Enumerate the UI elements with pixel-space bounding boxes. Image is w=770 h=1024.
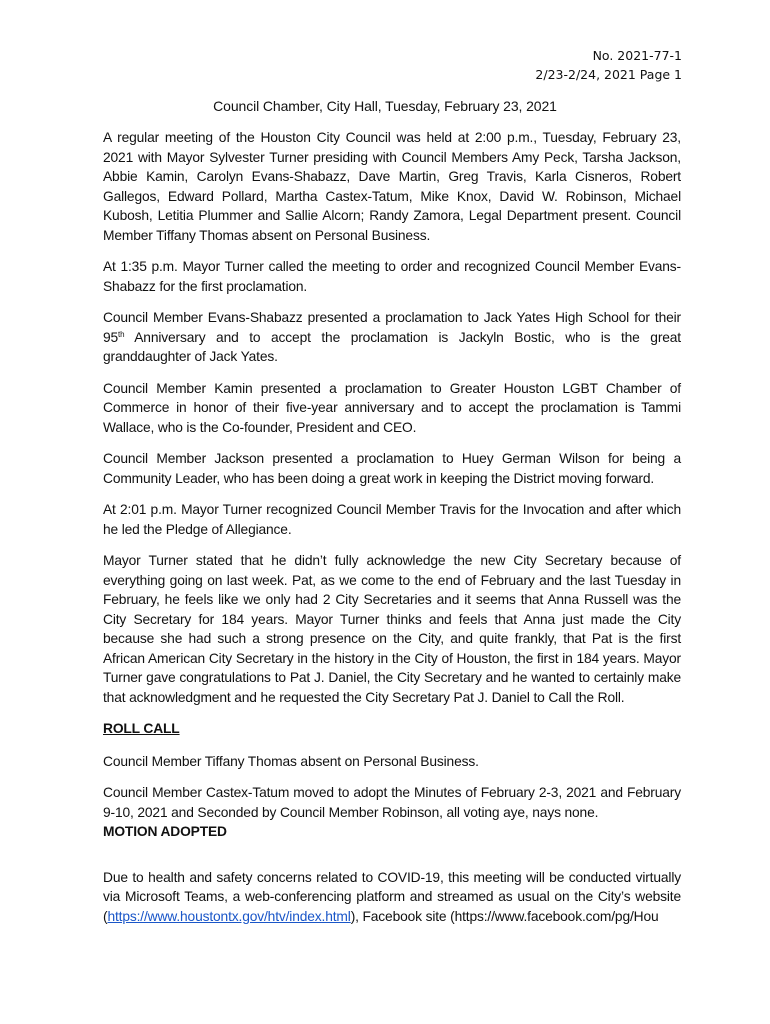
- covid-notice-text-start: Due to health and safety concerns related to COVID-19, this meeting will be conducted virtually via Microsoft Teams, a web-conferencing platform and streamed as usual on the City’s website (: [103, 869, 681, 924]
- proclamation-yates-paragraph: [103, 308, 681, 367]
- call-to-order-paragraph: At 1:35 p.m. Mayor Turner called the meeting to order and recognized Council Member Evans-Shabazz for the first proclamation.: [103, 259, 681, 294]
- page-header: [535, 46, 682, 84]
- proclamation-yates-text-end: Anniversary and to accept the proclamation is Jackyln Bostic, who is the great granddaughter of Jack Yates.: [103, 329, 681, 364]
- meeting-title: Council Chamber, City Hall, Tuesday, February 23, 2021: [213, 98, 557, 114]
- minutes-motion-paragraph: Council Member Castex-Tatum moved to adopt the Minutes of February 2-3, 2021 and February 9-10, 2021 and Seconded by Council Member Robinson, all voting aye, nays none.: [103, 785, 681, 820]
- absence-paragraph: Council Member Tiffany Thomas absent on Personal Business.: [103, 753, 479, 769]
- city-secretary-paragraph: Mayor Turner stated that he didn’t fully acknowledge the new City Secretary because of everything going on last week. Pat, as we come to the end of February and the last Tuesday in February, he feels like we only had 2 City Secretaries and it seems that Anna Russell was the City Secretary for 184 years. Mayor Turner thinks and feels that Anna just made the City because she had such a strong presence on the City, and quite frankly, that Pat is the first African American City Secretary in the history in the City of Houston, the first in 184 years. Mayor Turner gave congratulations to Pat J. Daniel, the City Secretary and he wanted to certainly make that acknowledgment and he requested the City Secretary Pat J. Daniel to Call the Roll.: [103, 553, 681, 705]
- document-number: No. 2021-77-1: [592, 48, 682, 63]
- proclamation-wilson-paragraph: Council Member Jackson presented a proclamation to Huey German Wilson for being a Community Leader, who has been doing a great work in keeping the District moving forward.: [103, 451, 681, 486]
- motion-adopted-label: MOTION ADOPTED: [103, 824, 227, 839]
- covid-notice-text-end: ), Facebook site (https://www.facebook.com/pg/Hou: [350, 908, 659, 924]
- invocation-paragraph: At 2:01 p.m. Mayor Turner recognized Council Member Travis for the Invocation and after which he led the Pledge of Allegiance.: [103, 502, 681, 537]
- proclamation-yates-text-start: Council Member Evans-Shabazz presented a proclamation to Jack Yates High School for their 95: [103, 310, 681, 345]
- covid-notice-paragraph: [103, 868, 681, 927]
- city-website-link[interactable]: https://www.houstontx.gov/htv/index.html: [107, 908, 351, 924]
- attendance-paragraph: A regular meeting of the Houston City Council was held at 2:00 p.m., Tuesday, February 23, 2021 with Mayor Sylvester Turner presiding with Council Members Amy Peck, Tarsha Jackson, Abbie Kamin, Carolyn Evans-Shabazz, Dave Martin, Greg Travis, Karla Cisneros, Robert Gallegos, Edward Pollard, Martha Castex-Tatum, Mike Knox, David W. Robinson, Michael Kubosh, Letitia Plummer and Sallie Alcorn; Randy Zamora, Legal Department present. Council Member Tiffany Thomas absent on Personal Business.: [103, 130, 681, 243]
- minutes-body: [103, 128, 681, 938]
- page-date-line: 2/23-2/24, 2021 Page 1: [535, 67, 682, 82]
- proclamation-lgbt-paragraph: Council Member Kamin presented a proclamation to Greater Houston LGBT Chamber of Commerce in honor of their five-year anniversary and to accept the proclamation is Tammi Wallace, who is the Co-founder, President and CEO.: [103, 380, 681, 435]
- roll-call-heading: ROLL CALL: [103, 721, 180, 736]
- ordinal-superscript: th: [118, 329, 125, 339]
